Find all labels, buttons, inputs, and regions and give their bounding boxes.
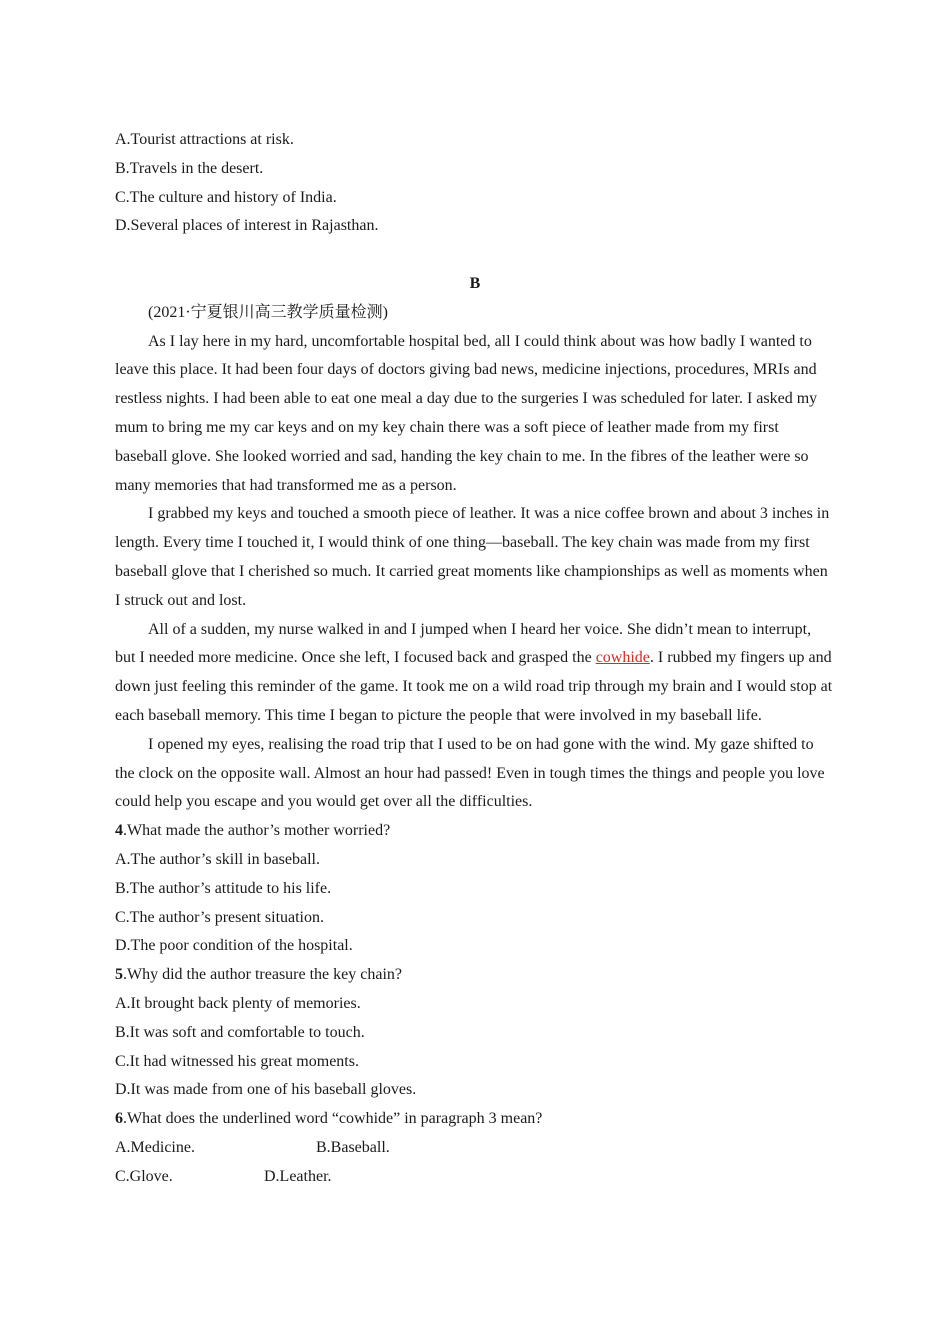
question-number: 6: [115, 1110, 123, 1128]
section-title: B: [469, 274, 481, 292]
q4-option-d: D.The poor condition of the hospital.: [115, 937, 353, 955]
underlined-word-cowhide: cowhide: [595, 649, 650, 667]
prev-option-a: A.Tourist attractions at risk.: [115, 131, 294, 148]
question-number: 4: [115, 822, 123, 840]
q5-option-a: A.It brought back plenty of memories.: [115, 994, 361, 1012]
q6-option-b: B.Baseball.: [316, 1138, 390, 1156]
question-5: [115, 961, 835, 990]
question-text: .What made the author’s mother worried?: [123, 822, 391, 840]
q6-options-row-2: [115, 1163, 835, 1192]
prev-option-d: D.Several places of interest in Rajasthan.: [115, 217, 379, 235]
prev-option-c: C.The culture and history of India.: [115, 188, 337, 206]
question-text: .Why did the author treasure the key chain?: [123, 966, 402, 984]
question-4: [115, 817, 835, 846]
q5-option-d: D.It was made from one of his baseball gloves.: [115, 1081, 417, 1099]
q5-option-c: C.It had witnessed his great moments.: [115, 1052, 359, 1070]
q6-option-d: D.Leather.: [264, 1167, 332, 1185]
prev-option-b: B.Travels in the desert.: [115, 159, 264, 177]
passage-paragraph-3: [115, 616, 835, 731]
section-source: (2021·宁夏银川高三教学质量检测): [148, 303, 388, 321]
q6-option-c: C.Glove.: [115, 1167, 173, 1185]
passage-paragraph-1: As I lay here in my hard, uncomfortable hospital bed, all I could think about was how badly I wanted to leave this place. It had been four days of doctors giving bad news, medicine injections, procedures, MRIs and restless nights. I had been able to eat one meal a day due to the surgeries I was scheduled for later. I asked my mum to bring me my car keys and on my key chain there was a soft piece of leather made from my first baseball glove. She looked worried and sad, handing the key chain to me. In the fibres of the leather were so many memories that had transformed me as a person.: [115, 332, 818, 494]
passage-paragraph-2: I grabbed my keys and touched a smooth piece of leather. It was a nice coffee brown and about 3 inches in length. Every time I touched it, I would think of one thing—baseball. The key chain was made from my first baseball glove that I cherished so much. It carried great moments like championships as well as moments when I struck out and lost.: [115, 505, 830, 609]
spacer: [115, 241, 835, 270]
q4-option-c: C.The author’s present situation.: [115, 908, 324, 926]
question-6: [115, 1105, 835, 1134]
paragraph-3-start: All of a sudden, my nurse walked in and I jumped when I heard her voice. She didn’t mean to interrupt, but I needed more medicine. Once she left, I focused back and grasped the: [115, 620, 812, 667]
q6-options-row-1: [115, 1134, 835, 1163]
question-text: .What does the underlined word “cowhide” in paragraph 3 mean?: [123, 1110, 543, 1128]
q6-option-a: A.Medicine.: [115, 1138, 195, 1156]
document-page: [115, 126, 835, 1191]
question-number: 5: [115, 966, 123, 984]
q4-option-a: A.The author’s skill in baseball.: [115, 850, 320, 868]
paragraph-3-end: . I rubbed my fingers up and down just feeling this reminder of the game. It took me on a wild road trip through my brain and I would stop at each baseball memory. This time I began to picture the people that were involved in my baseball life.: [115, 649, 833, 724]
q5-option-b: B.It was soft and comfortable to touch.: [115, 1023, 365, 1041]
passage-paragraph-4: I opened my eyes, realising the road trip that I used to be on had gone with the wind. My gaze shifted to the clock on the opposite wall. Almost an hour had passed! Even in tough times the things and people you love could help you escape and you would get over all the difficulties.: [115, 735, 825, 811]
q4-option-b: B.The author’s attitude to his life.: [115, 879, 332, 897]
